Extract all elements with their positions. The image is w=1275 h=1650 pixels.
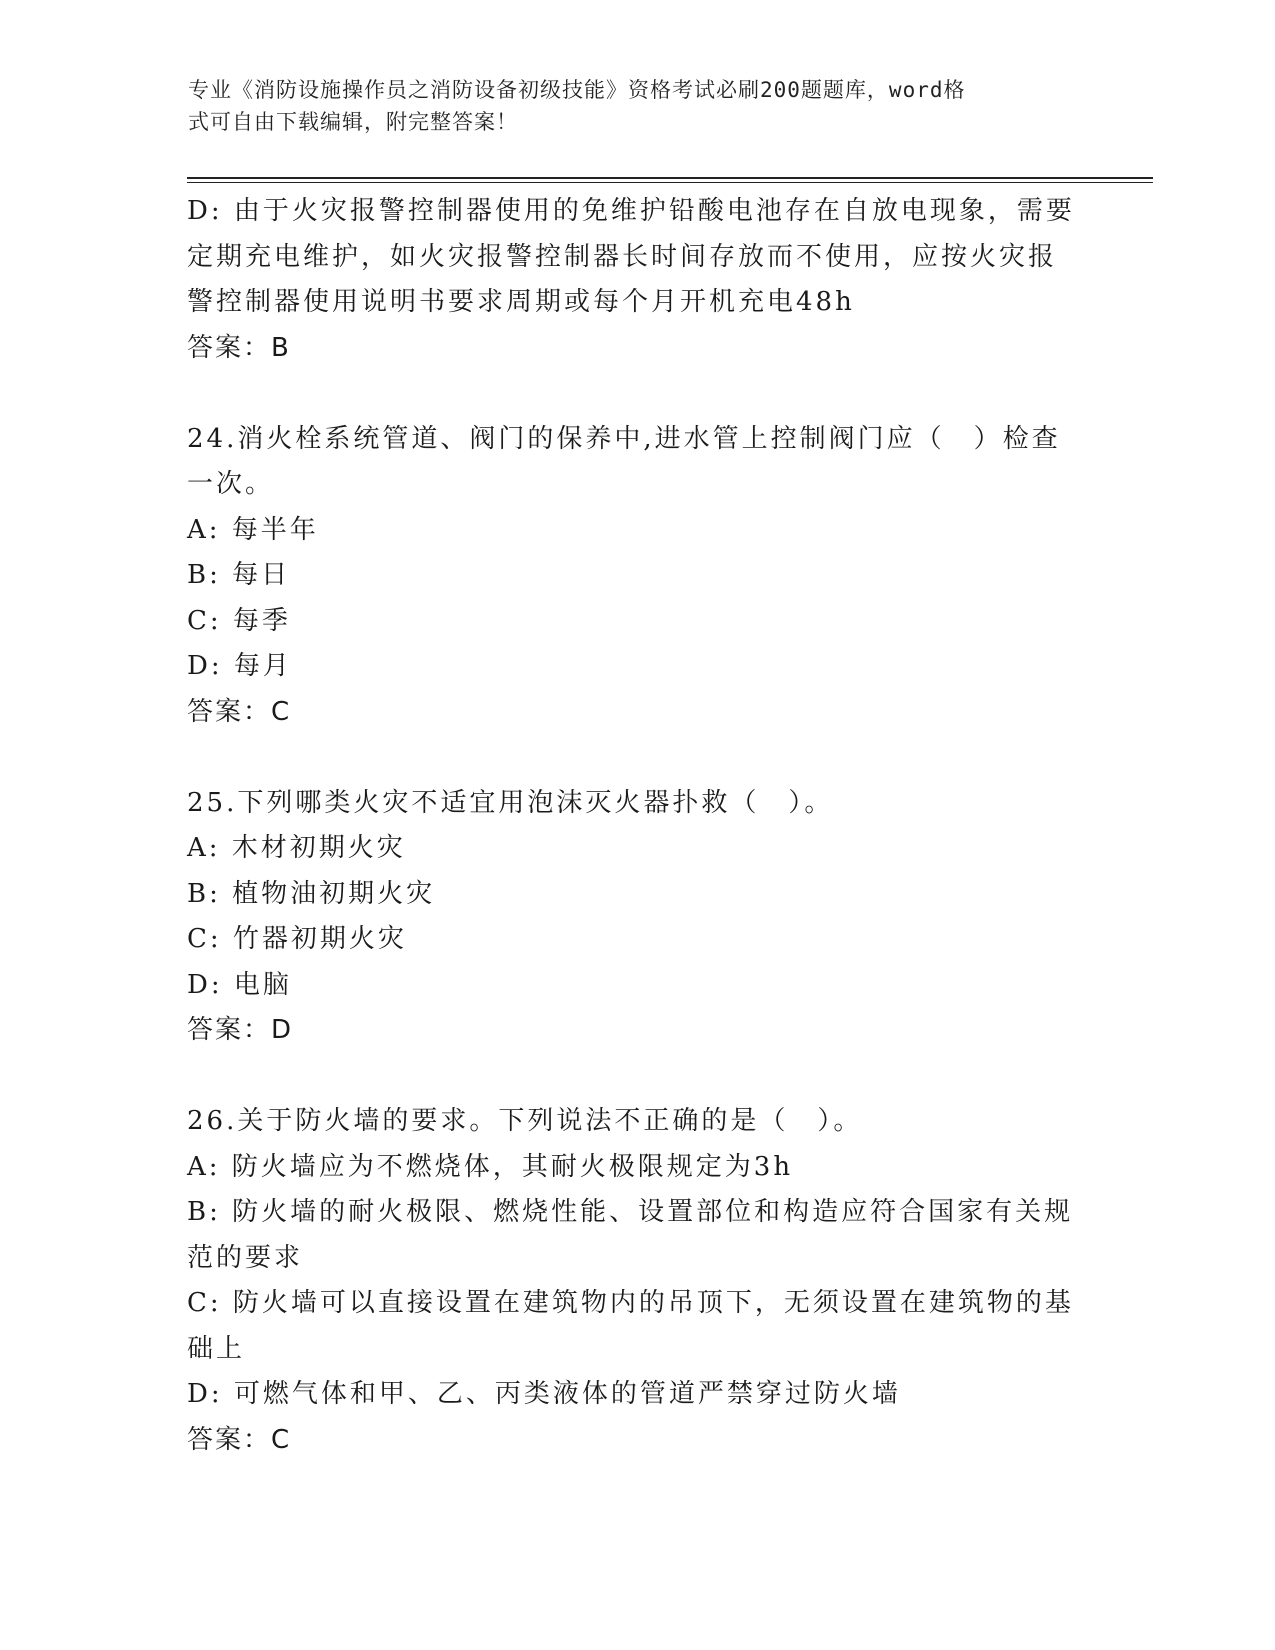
answer-line: 答案：C	[187, 696, 292, 727]
option-d: D: 可燃气体和甲、乙、丙类液体的管道严禁穿过防火墙	[187, 1379, 901, 1409]
option-c: C: 防火墙可以直接设置在建筑物内的吊顶下，无须设置在建筑物的基	[187, 1288, 1074, 1318]
answer-line: 答案：D	[187, 1015, 294, 1045]
question-stem: 25.下列哪类火灾不适宜用泡沫灭火器扑救（ ）。	[187, 787, 834, 818]
document-header	[188, 74, 1068, 138]
option-c: C: 竹器初期火灾	[187, 924, 407, 954]
answer-line: 答案：C	[187, 1424, 292, 1455]
header-line: 式可自由下载编辑，附完整答案！	[188, 110, 518, 134]
spacer	[187, 1054, 1067, 1100]
question-list	[187, 189, 1075, 1463]
option-c: C: 每季	[187, 605, 291, 636]
header-line: 专业《消防设施操作员之消防设备初级技能》资格考试必刷200题题库，word格	[188, 78, 966, 102]
option-a: A: 木材初期火灾	[187, 833, 406, 863]
question-stem: 一次。	[187, 469, 275, 499]
question-stem: 24.消火栓系统管道、阀门的保养中,进水管上控制阀门应（ ）检查	[187, 423, 1061, 454]
header-divider-thin	[187, 182, 1153, 183]
option-c-cont: 础上	[187, 1333, 246, 1364]
option-d-line: 定期充电维护，如火灾报警控制器长时间存放而不使用，应按火灾报	[187, 241, 1058, 272]
option-a: A: 防火墙应为不燃烧体，其耐火极限规定为3h	[187, 1151, 794, 1182]
option-d-line: 警控制器使用说明书要求周期或每个月开机充电48h	[187, 287, 855, 317]
option-d-line: D: 由于火灾报警控制器使用的免维护铅酸电池存在自放电现象，需要	[187, 196, 1075, 226]
header-divider	[187, 177, 1153, 179]
spacer	[187, 735, 1067, 781]
option-b: B: 每日	[187, 560, 291, 590]
question-stem: 26.关于防火墙的要求。下列说法不正确的是（ ）。	[187, 1106, 863, 1136]
option-a: A: 每半年	[187, 514, 319, 545]
spacer	[187, 371, 1067, 417]
option-b: B: 植物油初期火灾	[187, 878, 436, 909]
question-25	[187, 781, 1067, 1054]
option-b: B: 防火墙的耐火极限、燃烧性能、设置部位和构造应符合国家有关规	[187, 1197, 1074, 1227]
option-d: D: 电脑	[187, 969, 292, 1000]
option-d: D: 每月	[187, 651, 292, 681]
question-26	[187, 1099, 1074, 1463]
question-24	[187, 417, 1067, 736]
option-b-cont: 范的要求	[187, 1242, 304, 1273]
answer-line: 答案：B	[187, 332, 291, 363]
question-23-tail	[187, 189, 1075, 371]
